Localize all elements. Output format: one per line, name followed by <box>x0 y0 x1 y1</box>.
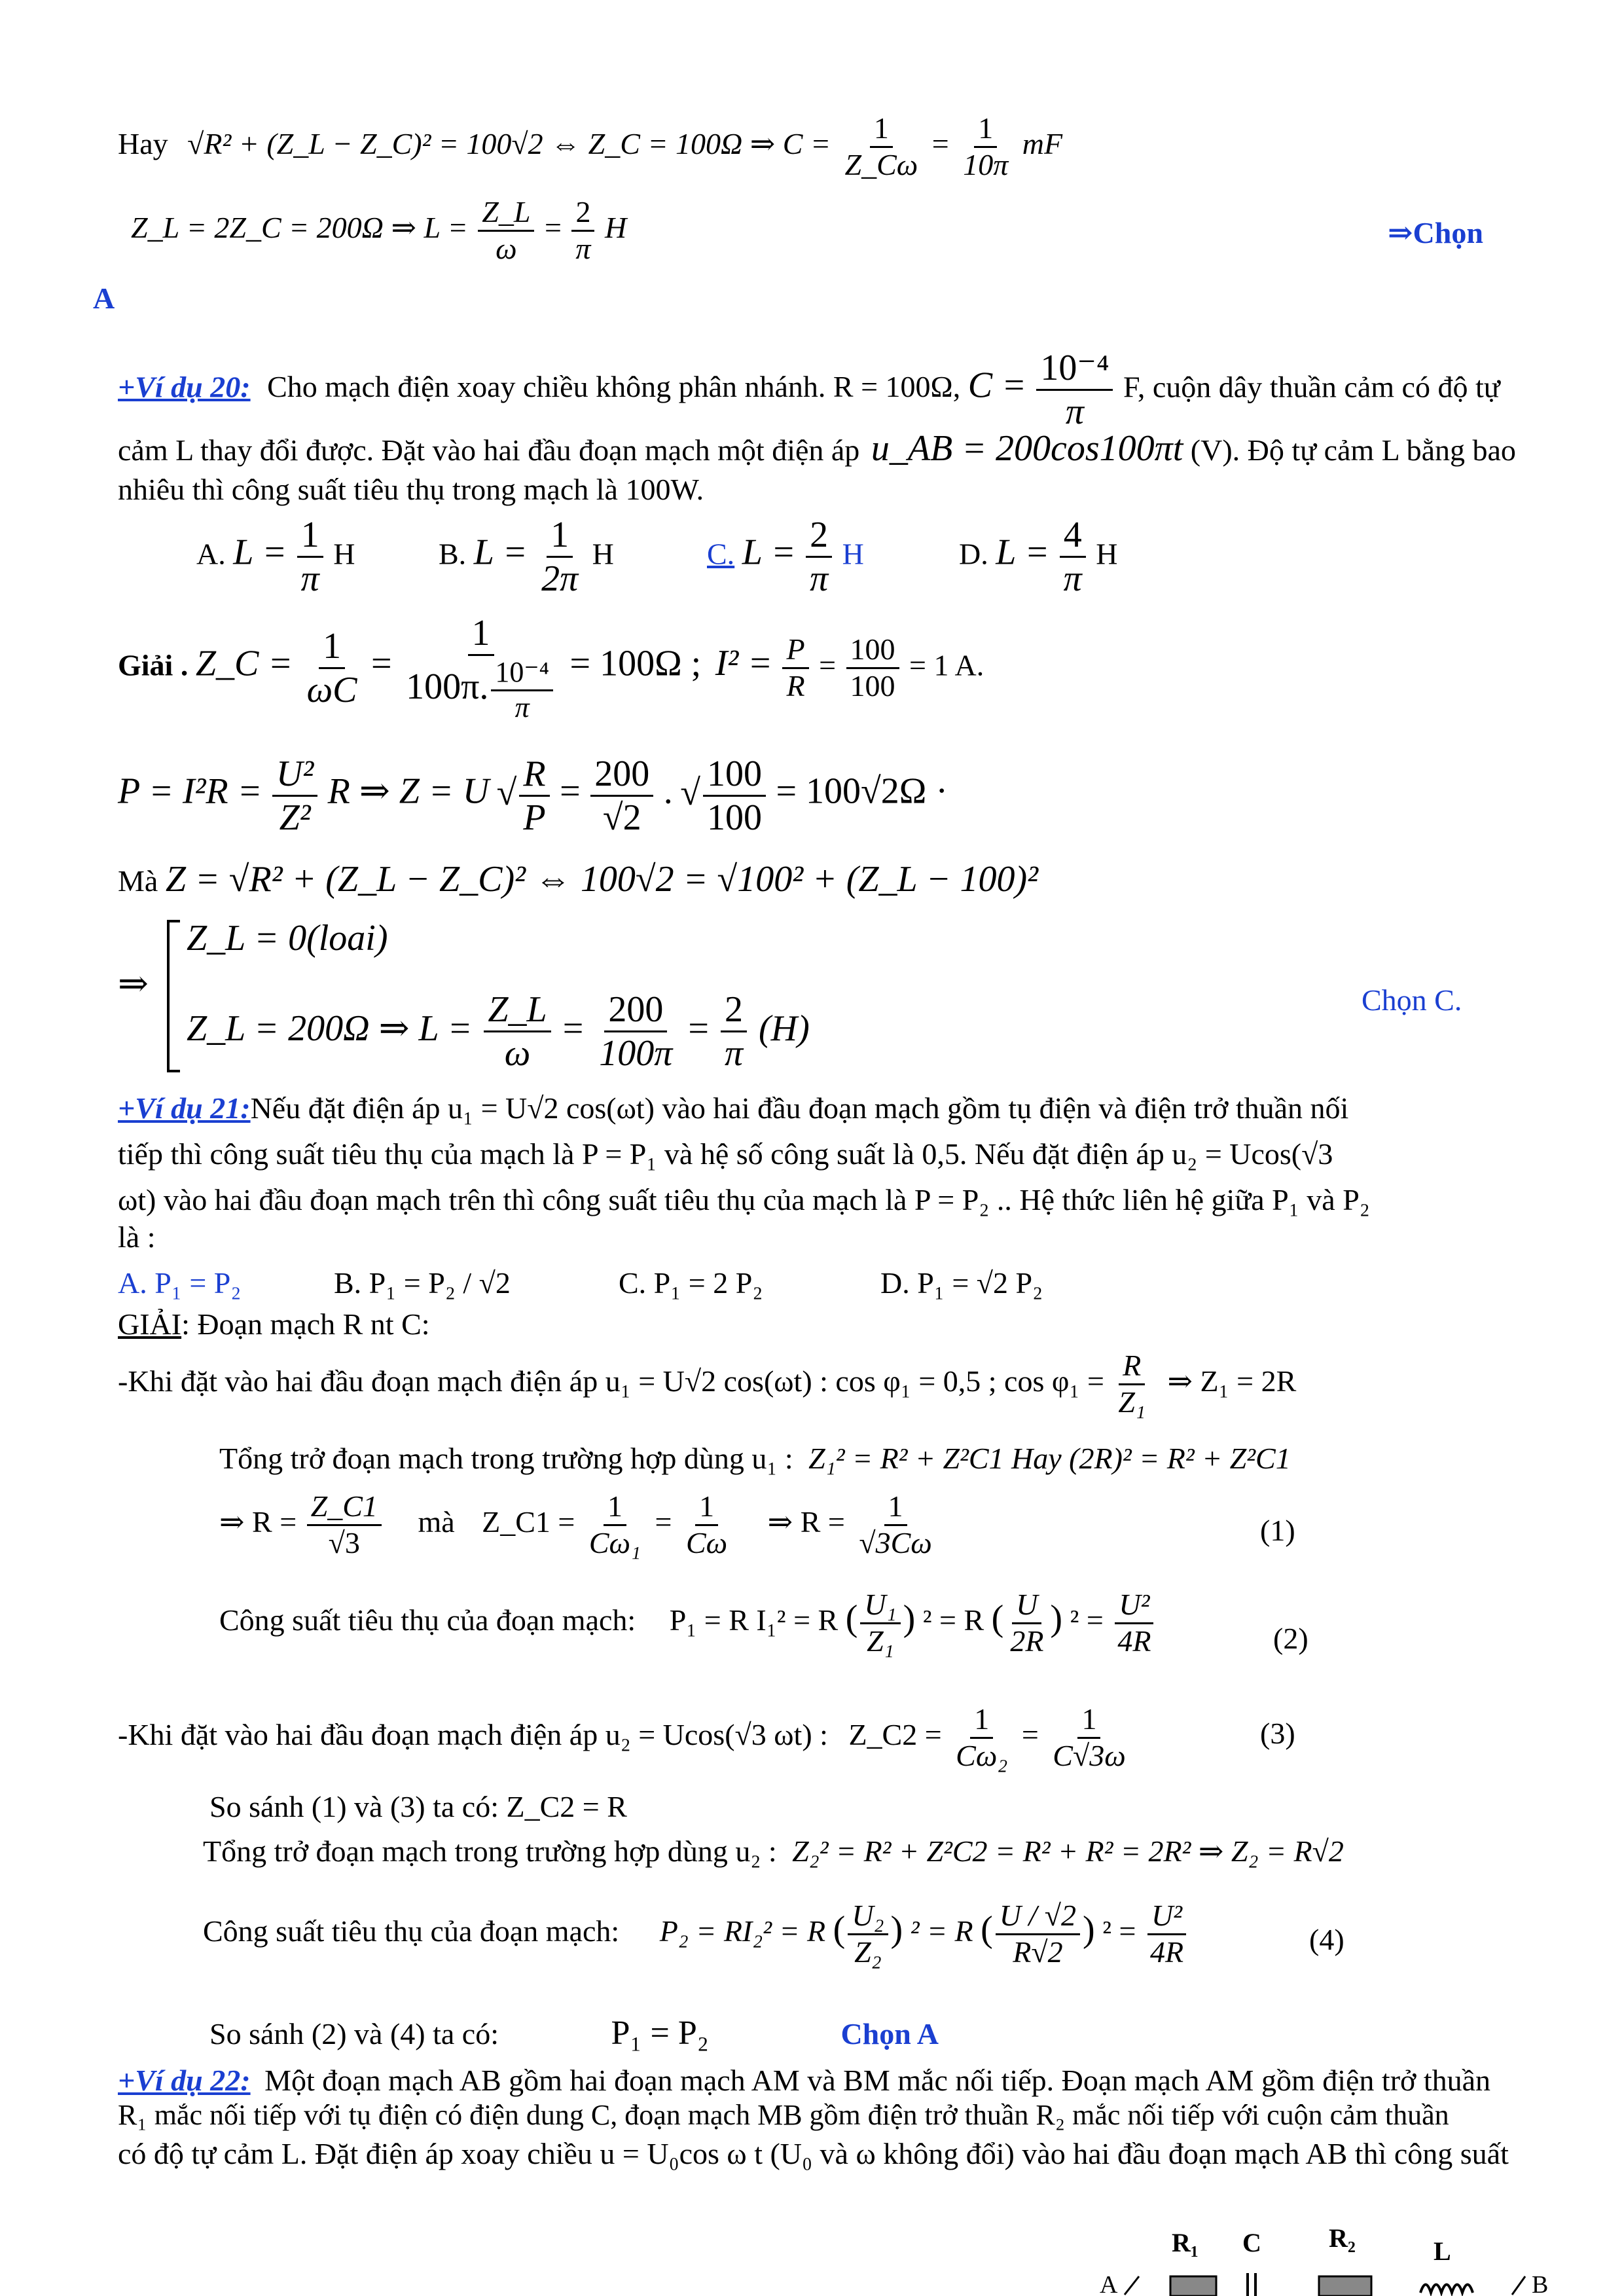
line-zl: Z_L = 2Z_C = 200Ω ⇒ L = $\frac{Z\_L}{\omega}$ = $\frac{2}{\pi}$ H <box>131 195 627 265</box>
option-21-a[interactable]: A. P₁ = P₂ <box>118 1266 242 1300</box>
tag-1: (1) <box>1260 1514 1295 1547</box>
option-c[interactable]: C. L = $\frac{2}{\pi}$ H <box>707 515 864 600</box>
circuit-label-a: A <box>1100 2271 1118 2296</box>
fraction: $\frac{\text{10⁻⁴}}{\pi}$ <box>1036 347 1113 433</box>
wire-b <box>1512 2276 1525 2295</box>
tag-4: (4) <box>1309 1923 1344 1956</box>
step-7: Tổng trở đoạn mạch trong trường hợp dùng u₂ : Z₂² = R² + Z²C2 = R² + R² = 2R² ⇒ Z₂ = R√2 <box>203 1834 1344 1868</box>
option-21-b[interactable]: B. P₁ = P₂ / √2 <box>334 1266 511 1300</box>
step-4: Công suất tiêu thụ của đoạn mạch: P₁ = R I₁² = R ( $\frac{\text{U₁}}{\text{Z₁}}$ ) ² = R ( $\frac{U}{2R}$ ) ² = $\frac{\text{U²}}{4R}$ <box>219 1588 1157 1659</box>
example-21-line3: ωt) vào hai đầu đoạn mạch trên thì công suất tiêu thụ của mạch là P = P₂ .. Hệ thức liên hệ giữa P₁ và P₂ <box>118 1183 1370 1216</box>
inductor-coil <box>1420 2285 1473 2293</box>
line-hay: Hay √R² + (Z_L − Z_C)² = 100√2 ⇔ Z_C = 100Ω ⇒ C = $\frac{1}{Z\_C\omega}$ = $\frac{1}{10\pi}$ mF <box>118 111 1063 181</box>
resistor-r2 <box>1319 2276 1371 2296</box>
example-20-line3: nhiêu thì công suất tiêu thụ trong mạch là 100W. <box>118 473 704 506</box>
example-22-line3: có độ tự cảm L. Đặt điện áp xoay chiều u = U₀cos ω t (U₀ và ω không đổi) vào hai đầu đoạn mạch AB thì công suất <box>118 2137 1509 2170</box>
example-22-line1: +Ví dụ 22: Một đoạn mạch AB gồm hai đoạn mạch AM và BM mắc nối tiếp. Đoạn mạch AM gồm điện trở thuần <box>118 2064 1491 2097</box>
circuit-label-b: B <box>1532 2271 1549 2296</box>
case-1: Z_L = 0(loai) <box>187 918 388 958</box>
solution-ma: Mà Z = √R² + (Z_L − Z_C)² ⇔ 100√2 = √100² + (Z_L − 100)² <box>118 859 1038 900</box>
step-5: -Khi đặt vào hai đầu đoạn mạch điện áp u₂ = Ucos(√3 ωt) : Z_C2 = $\frac{1}{\text{Cω₂}}$ = $\frac{1}{C√3\omega}$ <box>118 1702 1126 1772</box>
option-d[interactable]: D. L = $\frac{4}{\pi}$ H <box>959 515 1118 600</box>
wire-a <box>1125 2276 1139 2295</box>
circuit-label-l: L <box>1434 2236 1451 2266</box>
example-21-line1: +Ví dụ 21:Nếu đặt điện áp u₁ = U√2 cos(ωt) vào hai đầu đoạn mạch gồm tụ điện và điện trở thuần nối <box>118 1091 1349 1125</box>
example-21-line2: tiếp thì công suất tiêu thụ của mạch là P = P₁ và hệ số công suất là 0,5. Nếu đặt điện áp u₂ = Ucos(√3 <box>118 1137 1333 1171</box>
step-2: Tổng trở đoạn mạch trong trường hợp dùng u₁ : Z₁² = R² + Z²C1 Hay (2R)² = R² + Z²C1 <box>219 1442 1291 1475</box>
circuit-label-c: C <box>1242 2228 1261 2257</box>
option-b[interactable]: B. L = $\frac{1}{2\pi}$ H <box>439 515 614 600</box>
chon-label: ⇒Chọn <box>1388 216 1483 249</box>
resistor-r1 <box>1170 2276 1216 2296</box>
solution-power: P = I²R = $\frac{\text{U²}}{\text{Z²}}$ R ⇒ Z = U √ $\frac{R}{P}$ = $\frac{200}{√2}$ . √ $\frac{100}{100}$ = 100√2Ω · <box>118 754 948 839</box>
circuit-label-r1: R₁ <box>1172 2228 1199 2257</box>
fraction: $\frac{1}{10\pi}$ <box>963 111 1009 181</box>
tag-3: (3) <box>1260 1717 1295 1750</box>
option-21-d[interactable]: D. P₁ = √2 P₂ <box>880 1266 1043 1300</box>
example-22-line2: R₁ mắc nối tiếp với tụ điện có điện dung C, đoạn mạch MB gồm điện trở thuần R₂ mắc nối tiếp với cuộn cảm thuần <box>118 2099 1449 2131</box>
step-3: ⇒ R = $\frac{Z\_C1}{√3}$ mà Z_C1 = $\frac{1}{\text{Cω₁}}$ = $\frac{1}{C\omega}$ ⇒ R = $\frac{1}{√3C\omega}$ <box>219 1489 932 1559</box>
arrow: ⇒ <box>118 964 149 1004</box>
option-a[interactable]: A. L = $\frac{1}{\pi}$ H <box>196 515 355 600</box>
circuit-diagram <box>1093 2211 1578 2296</box>
giai-header: GIẢI: Đoạn mạch R nt C: <box>118 1307 430 1341</box>
chon-c: Chọn C. <box>1362 983 1462 1017</box>
fraction: $\frac{2}{\pi}$ <box>571 195 594 266</box>
step-1: -Khi đặt vào hai đầu đoạn mạch điện áp u₁ = U√2 cos(ωt) : cos φ₁ = 0,5 ; cos φ₁ = $\frac{R}{\text{Z₁}}$ ⇒ Z₁ = 2R <box>118 1349 1297 1419</box>
step-6: So sánh (1) và (3) ta có: Z_C2 = R <box>209 1790 627 1823</box>
option-21-c[interactable]: C. P₁ = 2 P₂ <box>619 1266 763 1300</box>
impedance-expression: √R² + (Z_L − Z_C)² = 100√2 ⇔ Z_C = 100Ω ⇒ C = <box>187 126 831 160</box>
circuit-label-r2: R₂ <box>1329 2223 1356 2253</box>
example-20-line2: cảm L thay đổi được. Đặt vào hai đầu đoạn mạch một điện áp u_AB = 200cos100πt (V). Độ tự cảm L bằng bao <box>118 428 1516 469</box>
example-label: +Ví dụ 20: <box>118 370 251 404</box>
fraction: $\frac{Z\_L}{\omega}$ <box>478 195 534 266</box>
chon-answer: A <box>93 282 115 315</box>
solution-zc: Giải . Z_C = $\frac{1}{\omega C}$ = 1 100π. $\frac{\text{10⁻⁴}}{\pi}$ = 100Ω ; I² = $\frac{P}{R}$ = $\frac{100}{100}$ = 1 A. <box>118 613 984 723</box>
case-2: Z_L = 200Ω ⇒ L = $\frac{Z\_L}{\omega}$ = $\frac{200}{100\pi}$ = $\frac{2}{\pi}$ (H) <box>187 989 810 1074</box>
example-21-line4: là : <box>118 1220 156 1254</box>
case-bracket <box>167 920 180 1072</box>
tag-2: (2) <box>1273 1622 1308 1655</box>
step-8: Công suất tiêu thụ của đoạn mạch: P₂ = RI₂² = R ( $\frac{\text{U₂}}{\text{Z₂}}$ ) ² = R ( $\frac{U / √2}{R√2}$ ) ² = $\frac{\text{U²}}{4R}$ <box>203 1899 1190 1970</box>
hay-word: Hay <box>118 126 168 160</box>
step-9: So sánh (2) và (4) ta có: P₁ = P₂ Chọn A <box>209 2014 939 2052</box>
example-20-line1: +Ví dụ 20: Cho mạch điện xoay chiều không phân nhánh. R = 100Ω, C = $\frac{\text{10⁻⁴}}{\pi}$ F, cuộn dây thuần cảm có độ tự <box>118 348 1500 433</box>
fraction: $\frac{1}{Z\_C\omega}$ <box>844 111 918 181</box>
